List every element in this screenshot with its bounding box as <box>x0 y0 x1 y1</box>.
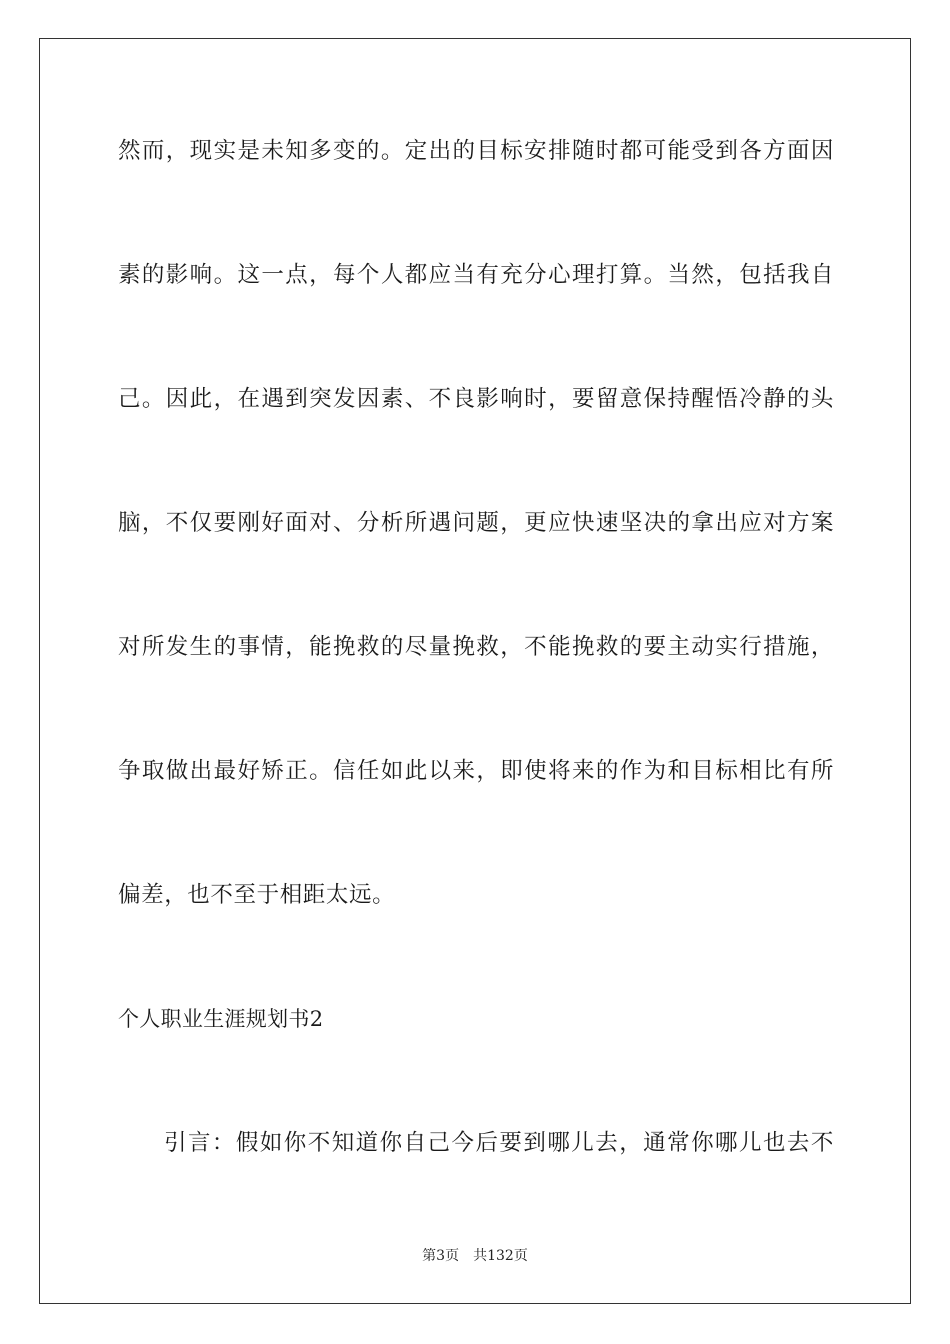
body-text-line: 争取做出最好矫正。信任如此以来，即使将来的作为和目标相比有所 <box>118 758 834 784</box>
body-text-line: 对所发生的事情，能挽救的尽量挽救，不能挽救的要主动实行措施， <box>118 634 834 660</box>
page-footer <box>0 1247 950 1265</box>
body-text-line: 引言：假如你不知道你自己今后要到哪儿去，通常你哪儿也去不 <box>164 1130 834 1156</box>
section-heading: 个人职业生涯规划书2 <box>118 1007 324 1031</box>
body-text-line: 素的影响。这一点，每个人都应当有充分心理打算。当然，包括我自 <box>118 262 834 288</box>
body-text-line: 脑，不仅要刚好面对、分析所遇问题，更应快速坚决的拿出应对方案 <box>118 510 834 536</box>
page-number: 第3页 <box>422 1248 460 1264</box>
page-frame <box>39 38 911 1304</box>
body-text-line: 己。因此，在遇到突发因素、不良影响时，要留意保持醒悟冷静的头 <box>118 386 834 412</box>
body-text-line: 偏差，也不至于相距太远。 <box>118 882 396 908</box>
body-text-line: 然而，现实是未知多变的。定出的目标安排随时都可能受到各方面因 <box>118 138 834 164</box>
page-total: 共132页 <box>473 1248 528 1264</box>
